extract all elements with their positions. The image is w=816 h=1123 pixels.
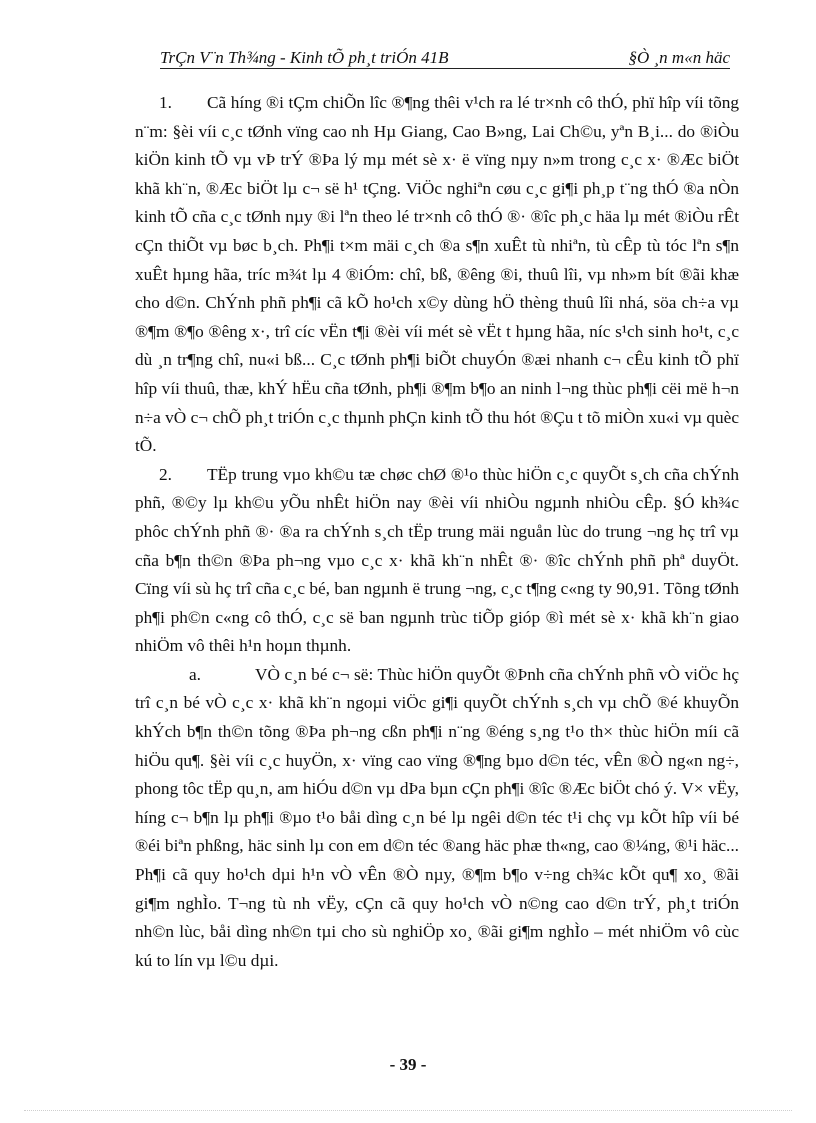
header-author-course: TrÇn V¨n Th¾ng - Kinh tÕ ph¸t triÓn 41B xyxy=(160,48,449,67)
paragraph-a-label: a. xyxy=(189,664,201,684)
running-header xyxy=(160,48,730,72)
header-document-type: §Ò ¸n m«n häc xyxy=(628,48,730,67)
page-bottom-divider xyxy=(24,1110,792,1111)
paragraph-a-text: VÒ c¸n bé c¬ së: Thùc hiÖn quyÕt ®Þnh cña chÝnh phñ vÒ viÖc hç trî c¸n bé vÒ c¸c x· khã kh¨n ngoµi viÖc gi¶i quyÕt chÝnh s¸ch vµ chÕ ®é khuyÕn khÝch b¶n th©n tõng ®Þa ph¬ng cßn ph¶i n¨ng ®éng s¸ng t¹o th× thùc hiÖn míi cã hiÖu qu¶. §èi víi c¸c huyÖn, x· vïng cao vïng ®¶ng bµo d©n téc, vÊn ®Ò ng«n ng÷, phong tôc tËp qu¸n, am hiÓu d©n vµ dÞa bµn cÇn ph¶i ®îc ®Æc biÖt chó ý. V× vËy, híng c¬ b¶n lµ ph¶i ®µo t¹o båi dìng c¸n bé lµ ngêi d©n téc t¹i chç vµ kÕt hîp víi bé ®éi biªn phßng, häc sinh lµ con em d©n téc ®ang häc phæ th«ng, cao ®¼ng, ®¹i häc... Ph¶i cã quy ho¹ch dµi h¹n vÒ vÊn ®Ò nµy, ®¶m b¶o v÷ng ch¾c kÕt qu¶ xo¸ ®ãi gi¶m nghÌo. T¬ng tù nh vËy, cÇn cã quy ho¹ch vÒ n©ng cao d©n trÝ, ph¸t triÓn nh©n lùc, båi dìng nh©n tµi cho sù nghiÖp xo¸ ®ãi gi¶m nghÌo – mét nhiÖm vô cùc kú to lín vµ l©u dµi. xyxy=(135,664,739,970)
paragraph-1-text: Cã híng ®i tÇm chiÕn lîc ®¶ng thêi v¹ch ra lé tr×nh cô thÓ, phï hîp víi tõng n¨m: §èi víi c¸c tØnh vïng cao nh Hµ Giang, Cao B»ng, Lai Ch©u, yªn B¸i... do ®iÒu kiÖn kinh tÕ vµ vÞ trÝ ®Þa lý mµ mét sè x· ë vïng nµy n»m trong c¸c x· ®Æc biÖt khã kh¨n, ®Æc biÖt lµ c¬ së h¹ tÇng. ViÖc nghiªn cøu c¸c gi¶i ph¸p t¨ng thÓ ®a nÒn kinh tÕ cña c¸c tØnh nµy ®i lªn theo lé tr×nh cô thÓ ®· ®îc ph¸c häa lµ mét ®iÒu rÊt cÇn thiÕt vµ bøc b¸ch. Ph¶i t×m mäi c¸ch ®a s¶n xuÊt tù nhiªn, tù cÊp tù tóc lªn s¶n xuÊt hµng hãa, tríc m¾t lµ 4 ®iÓm: chî, bß, ®êng ®i, thuû lîi, vµ nh»m bít ®ãi khæ cho d©n. ChÝnh phñ ph¶i cã kÕ ho¹ch x©y dùng hÖ thèng thuû lîi nhá, söa ch÷a vµ ®¶m ®¶o ®êng x·, trî cíc vËn t¶i ®èi víi mét sè vËt t hµng hãa, níc s¹ch sinh ho¹t, c¸c dù ¸n tr¶ng chî, nu«i bß... C¸c tØnh ph¶i biÕt chuyÓn ®æi nhanh c¬ cÊu kinh tÕ phï hîp víi thuû, thæ, khÝ hËu cña tØnh, ph¶i ®¶m b¶o an ninh l¬ng thùc ph¶i cëi më h¬n n÷a vÒ c¬ chÕ ph¸t triÓn c¸c thµnh phÇn kinh tÕ thu hót ®Çu t tõ miÒn xu«i vµ quèc tÕ. xyxy=(135,93,739,456)
page-body xyxy=(135,89,739,975)
paragraph-2-text: TËp trung vµo kh©u tæ chøc chØ ®¹o thùc hiÖn c¸c quyÕt s¸ch cña chÝnh phñ, ®©y lµ kh©u yÕu nhÊt hiÖn nay ®èi víi nhiÒu ngµnh nhiÒu cÊp. §Ó kh¾c phôc chÝnh phñ ®· ®a ra chÝnh s¸ch tËp trung mäi nguån lùc do trung ¬ng hç trî vµ cña b¶n th©n ®Þa ph¬ng vµo c¸c x· khã kh¨n nhÊt ®· ®îc chÝnh phñ phª duyÖt. Cïng víi sù hç trî cña c¸c bé, ban ngµnh ë trung ¬ng, c¸c t¶ng c«ng ty 90,91. Tõng tØnh ph¶i ph©n c«ng cô thÓ, c¸c së ban ngµnh trùc tiÕp gióp ®ì mét sè x· khã kh¨n giao nhiÖm vô thêi h¹n hoµn thµnh. xyxy=(135,464,739,656)
paragraph-1-number: 1. xyxy=(159,93,172,112)
page-number: - 39 - xyxy=(389,1055,427,1074)
header-underline xyxy=(160,68,730,69)
paragraph-2-number: 2. xyxy=(159,464,172,484)
paragraph-a xyxy=(135,661,739,976)
paragraph-2 xyxy=(135,461,739,661)
paragraph-1 xyxy=(135,89,739,461)
